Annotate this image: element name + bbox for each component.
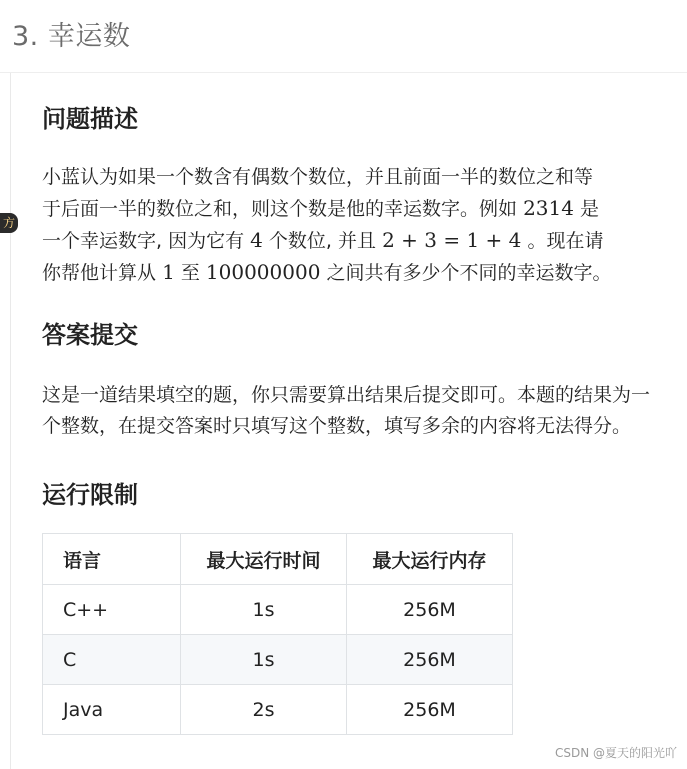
header-max-memory: 最大运行内存 [347, 534, 513, 585]
problem-line-2-text: 于后面一半的数位之和，则这个数是他的幸运数字。例如 [42, 198, 518, 220]
title-divider [0, 72, 687, 73]
header-max-time: 最大运行时间 [181, 534, 347, 585]
table-row [43, 635, 513, 685]
digit-count: 4 [250, 228, 263, 252]
problem-line-4-start: 你帮他计算从 [42, 262, 157, 284]
left-rail-divider [10, 73, 11, 769]
cell-time: 2s [181, 685, 347, 735]
page-title: 3. 幸运数 [12, 21, 131, 52]
runtime-limits-heading: 运行限制 [42, 481, 138, 509]
problem-line-3-end: 。现在请 [527, 230, 604, 252]
example-equation: 2 + 3 = 1 + 4 [382, 228, 522, 252]
cell-memory: 256M [347, 685, 513, 735]
table-row [43, 585, 513, 635]
answer-submission-text: 这是一道结果填空的题，你只需要算出结果后提交即可。本题的结果为一个整数，在提交答案时只填写这个整数，填写多余的内容将无法得分。 [42, 384, 651, 437]
problem-content [42, 100, 657, 735]
cell-time: 1s [181, 585, 347, 635]
cell-language: C [43, 635, 181, 685]
csdn-watermark: CSDN @夏天的阳光吖 [554, 746, 677, 760]
table-row [43, 685, 513, 735]
cell-memory: 256M [347, 635, 513, 685]
cell-language: C++ [43, 585, 181, 635]
cell-language: Java [43, 685, 181, 735]
problem-line-3-start: 一个幸运数字, 因为它有 [42, 230, 245, 252]
answer-submission-heading: 答案提交 [42, 321, 138, 349]
problem-line-1: 小蓝认为如果一个数含有偶数个数位，并且前面一半的数位之和等 [42, 166, 594, 188]
problem-line-4-end: 之间共有多少个不同的幸运数字。 [326, 262, 612, 284]
table-header-row [43, 534, 513, 585]
example-number: 2314 [523, 196, 574, 220]
cell-memory: 256M [347, 585, 513, 635]
problem-description-heading: 问题描述 [42, 105, 138, 133]
problem-line-2-end: 是 [580, 198, 600, 220]
header-language: 语言 [43, 534, 181, 585]
cell-time: 1s [181, 635, 347, 685]
range-end: 100000000 [205, 260, 321, 284]
problem-description-text [42, 162, 657, 289]
problem-line-3-mid: 个数位, 并且 [268, 230, 377, 252]
range-start: 1 [162, 260, 175, 284]
problem-line-4-mid: 至 [180, 262, 200, 284]
runtime-limits-table [42, 533, 513, 735]
side-tab[interactable]: 方 [0, 213, 18, 233]
